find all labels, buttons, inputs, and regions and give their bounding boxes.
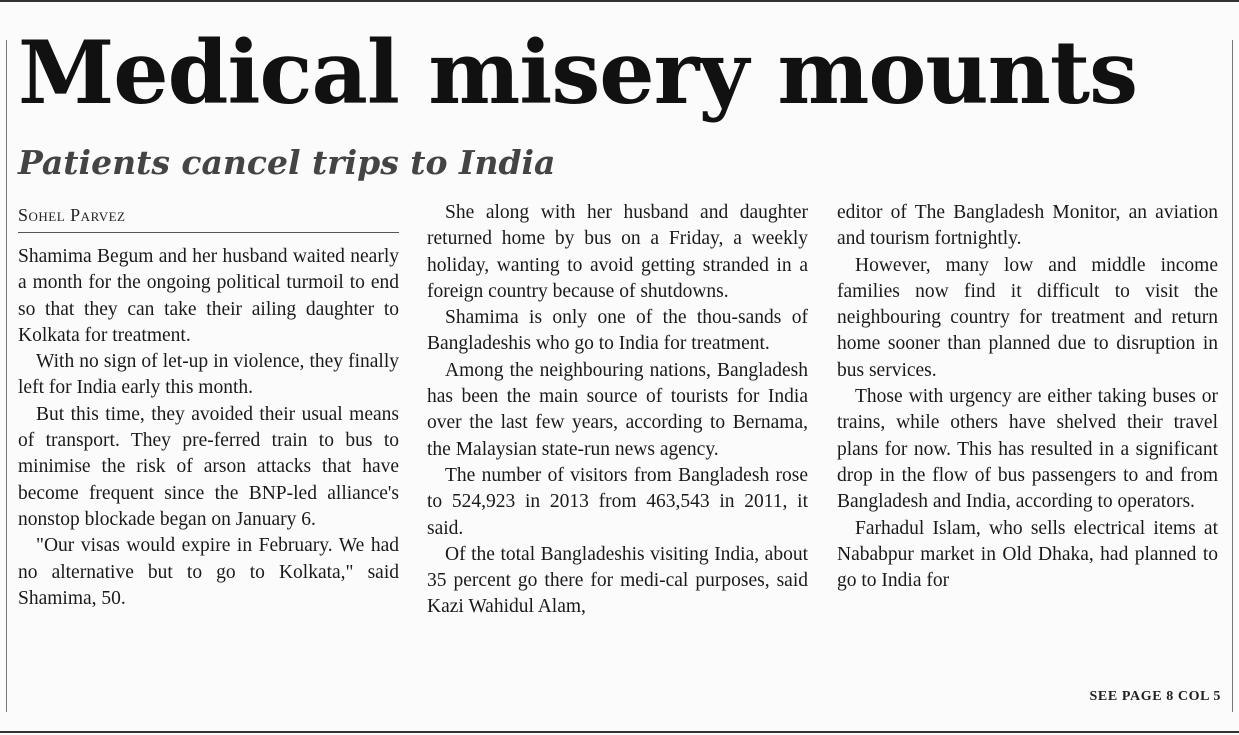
left-border-rule (6, 40, 7, 712)
paragraph: Those with urgency are either taking buses or trains, while others have shelved their travel plans for now. This has resulted in a significant drop in the flow of bus passengers to and from Bangladesh and India, according to operators. (837, 386, 1218, 513)
paragraph: She along with her husband and daughter returned home by bus on a Friday, a weekly holiday, wanting to avoid getting stranded in a foreign country because of shutdowns. (427, 202, 808, 302)
byline: Sohel Parvez (18, 205, 126, 225)
headline: Medical misery mounts (18, 21, 1138, 124)
subheadline: Patients cancel trips to India (18, 143, 556, 182)
paragraph: However, many low and middle income families now find it difficult to visit the neighbouring country for treatment and return home sooner than planned due to disruption in bus services. (837, 254, 1218, 381)
continuation-jump-line: SEE PAGE 8 COL 5 (1089, 689, 1221, 704)
paragraph: Of the total Bangladeshis visiting India, about 35 percent go there for medi-cal purposes, said Kazi Wahidul Alam, (427, 543, 808, 618)
article-column-2 (427, 200, 808, 621)
article-column-3 (837, 200, 1218, 594)
paragraph: But this time, they avoided their usual means of transport. They pre-ferred train to bus to minimise the risk of arson attacks that have become frequent since the BNP-led alliance's nonstop blockade began on January 6. (18, 403, 399, 530)
paragraph: editor of The Bangladesh Monitor, an aviation and tourism fortnightly. (837, 202, 1218, 250)
paragraph: Among the neighbouring nations, Bangladesh has been the main source of tourists for India over the last few years, according to Bernama, the Malaysian state-run news agency. (427, 359, 808, 460)
paragraph: Shamima is only one of the thou-sands of Bangladeshis who go to India for treatment. (427, 307, 808, 355)
article-column-1 (18, 244, 399, 612)
byline-divider (18, 232, 399, 233)
paragraph: Shamima Begum and her husband waited nearly a month for the ongoing political turmoil to end so that they can take their ailing daughter to Kolkata for treatment. (18, 246, 399, 346)
bottom-border-rule (0, 731, 1239, 733)
paragraph: Farhadul Islam, who sells electrical items at Nababpur market in Old Dhaka, had planned to go to India for (837, 517, 1218, 592)
paragraph: "Our visas would expire in February. We had no alternative but to go to Kolkata," said Shamima, 50. (18, 535, 399, 609)
top-border-rule (0, 0, 1239, 2)
paragraph: The number of visitors from Bangladesh rose to 524,923 in 2013 from 463,543 in 2011, it said. (427, 464, 808, 539)
right-border-rule (1232, 40, 1233, 712)
paragraph: With no sign of let-up in violence, they finally left for India early this month. (18, 351, 399, 399)
